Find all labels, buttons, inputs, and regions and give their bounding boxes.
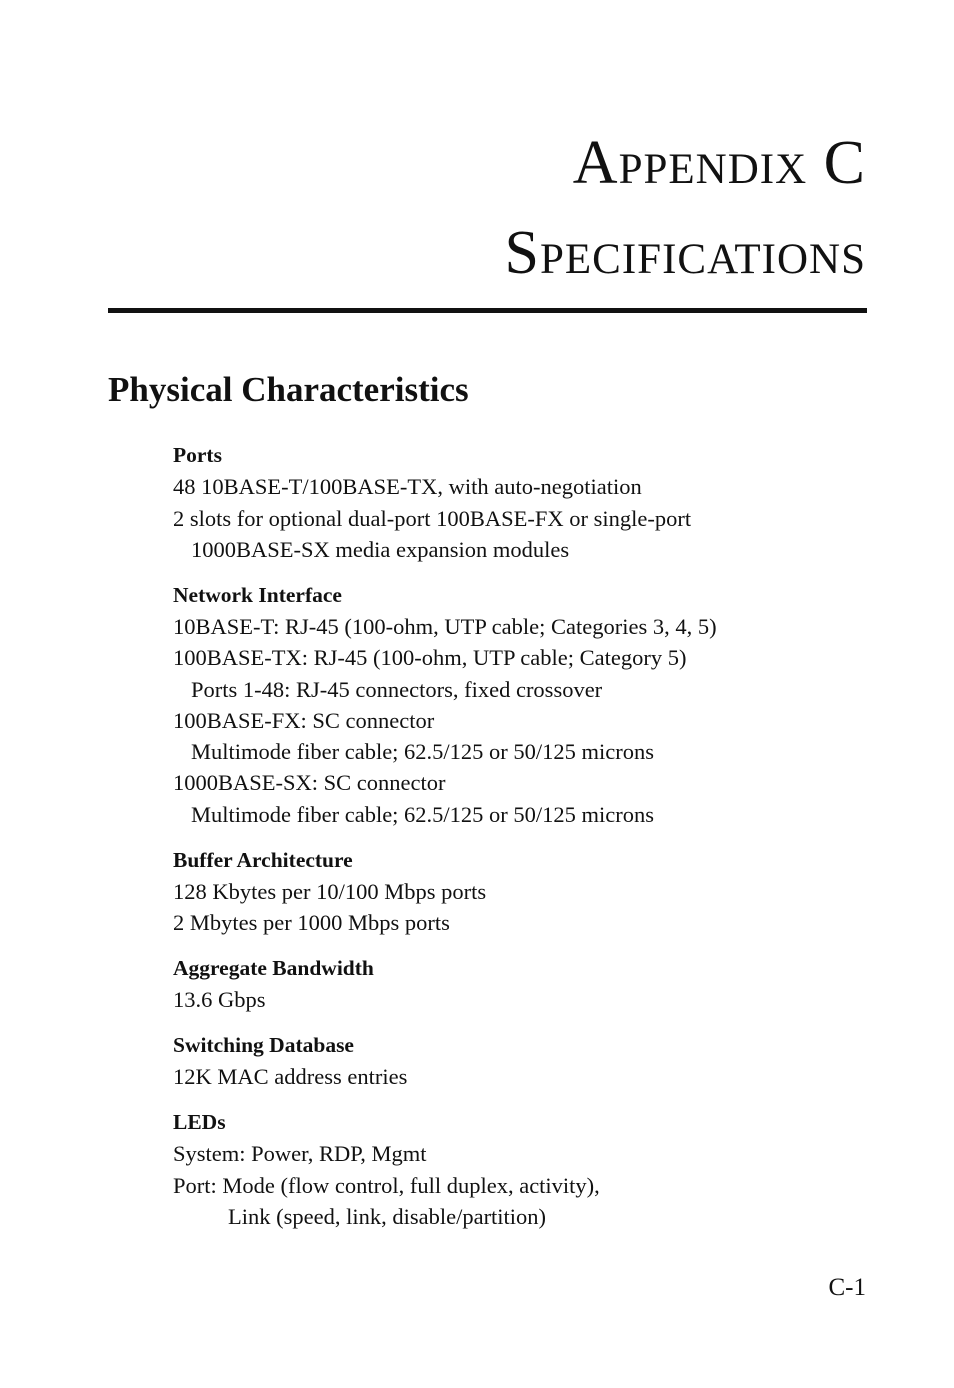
spec-line: 1000BASE-SX: SC connector xyxy=(173,770,446,796)
spec-heading-ports: Ports xyxy=(173,443,222,467)
spec-group-aggregate-bandwidth xyxy=(173,953,873,1016)
chapter-header xyxy=(505,118,866,298)
spec-line: 2 Mbytes per 1000 Mbps ports xyxy=(173,910,450,936)
spec-group-ports xyxy=(173,440,873,565)
spec-line: 48 10BASE-T/100BASE-TX, with auto-negotiation xyxy=(173,474,642,500)
section-title: Physical Characteristics xyxy=(108,370,469,409)
spec-line: 1000BASE-SX media expansion modules xyxy=(191,536,570,562)
specifications-list xyxy=(173,440,873,1247)
spec-line: Link (speed, link, disable/partition) xyxy=(228,1204,547,1230)
spec-line: Port: Mode (flow control, full duplex, activity), xyxy=(173,1172,600,1198)
spec-heading-aggregate-bandwidth: Aggregate Bandwidth xyxy=(173,955,374,980)
header-divider xyxy=(108,308,867,313)
spec-heading-switching-database: Switching Database xyxy=(173,1033,354,1058)
appendix-label: Appendix C xyxy=(572,129,866,197)
spec-line: 2 slots for optional dual-port 100BASE-FX or single-port xyxy=(173,505,692,531)
spec-heading-buffer-architecture: Buffer Architecture xyxy=(173,847,353,872)
spec-heading-network-interface: Network Interface xyxy=(173,582,342,607)
spec-line: 13.6 Gbps xyxy=(173,987,266,1013)
spec-group-leds xyxy=(173,1107,873,1232)
spec-group-switching-database xyxy=(173,1030,873,1093)
spec-line: Multimode fiber cable; 62.5/125 or 50/125 microns xyxy=(191,801,655,827)
spec-line: System: Power, RDP, Mgmt xyxy=(173,1141,427,1167)
page-number: C-1 xyxy=(828,1274,866,1301)
spec-line: 10BASE-T: RJ-45 (100-ohm, UTP cable; Categories 3, 4, 5) xyxy=(173,613,717,639)
spec-line: 100BASE-FX: SC connector xyxy=(173,707,435,733)
chapter-title: Specifications xyxy=(504,219,866,287)
spec-line: 12K MAC address entries xyxy=(173,1064,408,1090)
spec-heading-leds: LEDs xyxy=(173,1110,226,1135)
spec-line: 128 Kbytes per 10/100 Mbps ports xyxy=(173,878,487,904)
spec-group-network-interface xyxy=(173,580,873,830)
spec-group-buffer-architecture xyxy=(173,845,873,939)
spec-line: 100BASE-TX: RJ-45 (100-ohm, UTP cable; Category 5) xyxy=(173,645,687,671)
spec-line: Multimode fiber cable; 62.5/125 or 50/125 microns xyxy=(191,739,655,765)
spec-line: Ports 1-48: RJ-45 connectors, fixed crossover xyxy=(191,676,603,702)
